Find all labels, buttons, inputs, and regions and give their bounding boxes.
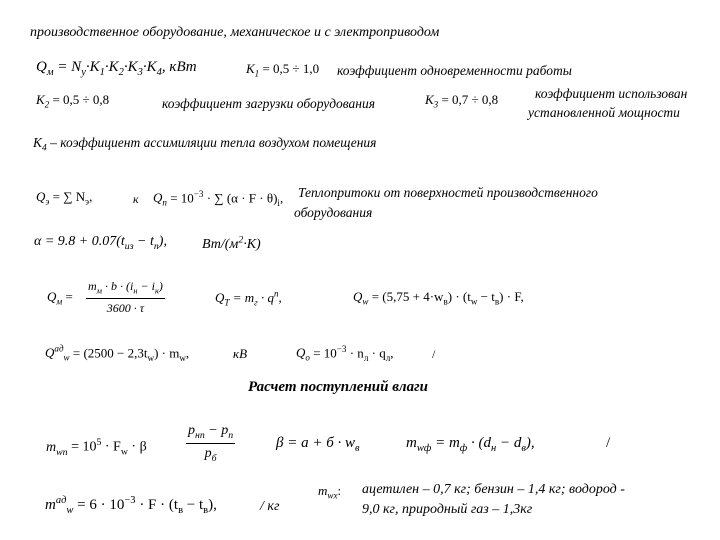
formula-qp: $Q_п = 10^{-3}$ · ∑ $(\alpha \cdot F \cdot \theta)_i$, bbox=[153, 189, 284, 208]
formula-mwn: $m_{wn} = 10^5 \cdot F_w \cdot \beta$ bbox=[46, 437, 147, 458]
formula-k1: $K_1 = 0,5 \div 1,0$ bbox=[246, 61, 320, 79]
formula-qo: $Q_о = 10^{-3} \cdot n_л \cdot q_л$, bbox=[296, 344, 394, 363]
formula-mw: $m_{wф} = m_ф \cdot (d_н - d_в)$, bbox=[406, 435, 535, 454]
formula-qw-ad: $Q^{ад}_w = (2500 - 2,3t_w) \cdot m_w$, bbox=[45, 344, 190, 363]
qm-fraction: $m_м \cdot b \cdot (i_н - i_к)$ 3600 · τ bbox=[88, 279, 163, 315]
substance-list-line2: 9,0 кг, природный газ – 1,3кг bbox=[362, 502, 533, 517]
formula-qm-heat: $Q_м$ = bbox=[47, 289, 73, 307]
formula-mw-ad: $m^{ад}_w = 6 \cdot 10^{-3} \cdot F \cdot (t_в - t_в)$, bbox=[45, 495, 217, 516]
pressure-fraction: $p_{нп} - p_п$ $p_б$ bbox=[188, 423, 234, 464]
k1-description: коэффициент одновременности работы bbox=[337, 63, 572, 78]
mw-ad-unit: / кг bbox=[260, 499, 280, 514]
k4-definition: $K_4$ – коэффициент ассимиляции тепла воздухом помещения bbox=[33, 135, 377, 154]
formula-k3: $K_3 = 0,7 \div 0,8$ bbox=[425, 92, 499, 110]
heat-gain-label-line1: Теплопритоки от поверхностей производственного bbox=[298, 185, 598, 200]
k3-description-line2: установленной мощности bbox=[528, 105, 680, 120]
formula-qm: $Q_м = N_у\cdot K_1\cdot K_2\cdot K_3\cdot K_4$, кВт bbox=[36, 59, 197, 78]
qw-ad-unit: кВ bbox=[233, 346, 248, 361]
alpha-unit: $Вт/(м^2\cdot К)$ bbox=[202, 234, 261, 252]
k3-description-line1: коэффициент использован bbox=[535, 86, 688, 101]
formula-alpha: $\alpha = 9.8 + 0.07(t_{из} - t_п)$, bbox=[34, 234, 167, 252]
k2-description: коэффициент загрузки оборудования bbox=[162, 96, 376, 111]
formula-q-sum: $Q_э$ = ∑ $N_э$, bbox=[36, 189, 93, 207]
row8-slash: / bbox=[606, 435, 611, 451]
row7-slash: / bbox=[432, 347, 436, 361]
section-heading: Расчет поступлений влаги bbox=[248, 379, 428, 395]
formula-mwx: $m_{wx}$: bbox=[318, 483, 342, 501]
formula-qt: $Q_T = m_г \cdot q^п$, bbox=[215, 289, 282, 308]
formula-beta: $\beta = a + б \cdot w_в$ bbox=[276, 435, 360, 454]
page-title: производственное оборудование, механическое и с электроприводом bbox=[30, 25, 440, 40]
substance-list-line1: ацетилен – 0,7 кг; бензин – 1,4 кг; водород - bbox=[362, 482, 625, 497]
formula-k2: $K_2 = 0,5 \div 0,8$ bbox=[36, 92, 110, 110]
kappa-symbol: к bbox=[133, 192, 139, 206]
formula-qw: $Q_w = (5,75 + 4\cdot w_в) \cdot (t_w - t_в) \cdot F$, bbox=[353, 289, 524, 307]
heat-gain-label-line2: оборудования bbox=[294, 205, 373, 220]
